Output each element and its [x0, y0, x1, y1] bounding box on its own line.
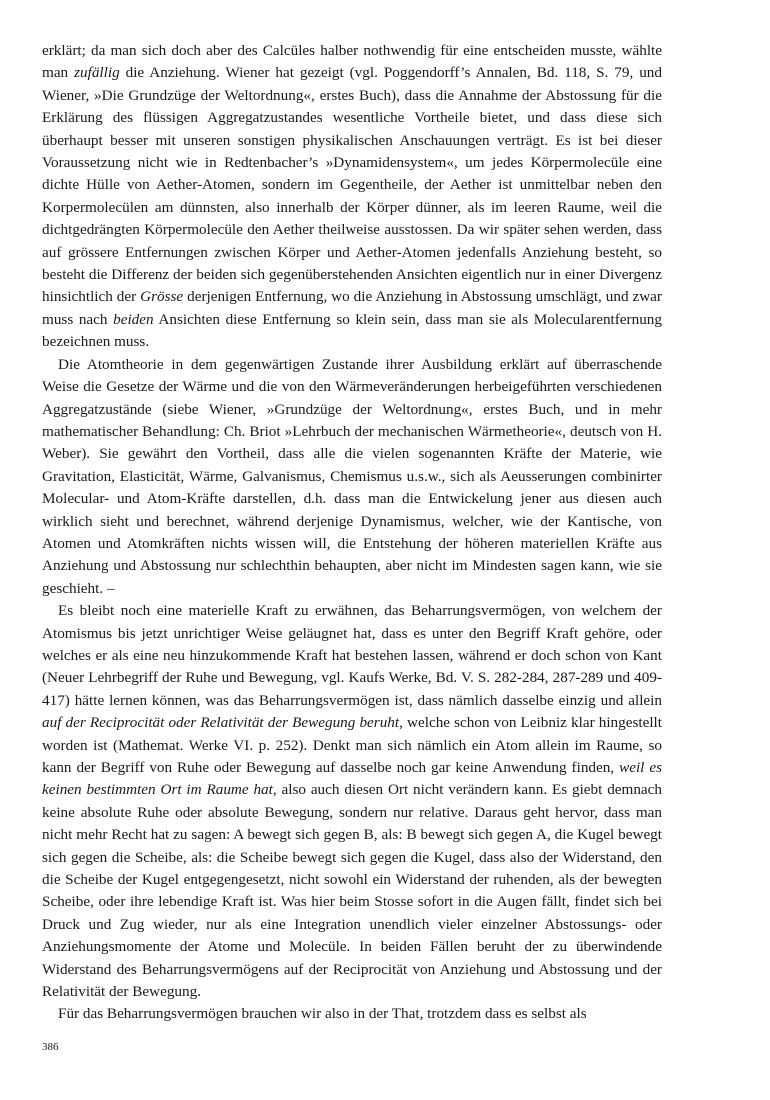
text-run: , also auch diesen Ort nicht verändern kann. Es giebt demnach keine absolute Ruhe oder absolute Bewegung, sondern nur relative. Daraus geht hervor, dass man nicht mehr Recht hat zu sagen: A bewegt sich gegen B, als: B bewegt sich gegen A, die Kugel bewegt sich gegen die Scheibe, als: die Scheibe bewegt sich gegen die Kugel, dass also der Widerstand, den die Scheibe der Kugel entgegengesetzt, nicht sowohl ein Widerstand der ruhenden, als der bewegten Scheibe, oder ihre lebendige Kraft ist. Was hier beim Stosse sofort in die Augen fällt, findet sich bei Druck und Zug wieder, nur als eine Integration unendlich vieler einzelner Abstossungs- oder Anziehungsmomente der Atome und Molecüle. In beiden Fällen beruht der zu überwindende Widerstand des Beharrungsvermögens auf der Reciprocität von Anziehung und Abstossung und der Relativität der Bewegung.: [42, 781, 663, 1001]
text-run: erklärt; da man sich doch aber des Calcüles halber nothwendig für eine entscheiden musste, wählte man: [42, 42, 662, 82]
italic-text: beiden: [113, 310, 154, 328]
text-run: , welche schon von Leibniz klar hingestellt worden ist (Mathemat. Werke VI. p. 252). Denkt man sich nämlich ein Atom allein im Raume, so kann der Begriff von Ruhe oder Bewegung auf dasselbe noch gar keine Anwendung finden,: [42, 714, 662, 776]
paragraph: [42, 40, 662, 354]
text-run: die Anziehung. Wiener hat gezeigt (vgl. Poggendorff’s Annalen, Bd. 118, S. 79, und Wiener, »Die Grundzüge der Weltordnung«, erstes Buch), dass die Annahme der Abstossung für die Erklärung des flüssigen Aggregatzustandes wesentliche Vortheile bietet, und dass diese sich überhaupt besser mit unseren sonstigen physikalischen Anschauungen verträgt. Es ist bei dieser Voraussetzung nicht wie in Redtenbacher’s »Dynamidensystem«, um jedes Körpermolecüle eine dichte Hülle von Aether-Atomen, sondern im Gegentheile, der Aether ist unmittelbar neben den Korpermolecülen am dünnsten, also innerhalb der Körper dünner, als im leeren Raume, weil die dichtgedrängten Körpermolecüle den Aether theilweise ausstossen. Da wir später sehen werden, dass auf grössere Entfernungen zwischen Körper und Aether-Atomen jedenfalls Anziehung besteht, so besteht die Differenz der beiden sich gegenüberstehenden Ansichten eigentlich nur in einer Divergenz hinsichtlich der: [42, 64, 662, 306]
page-number: 386: [42, 1041, 59, 1053]
paragraph: [42, 600, 662, 1003]
paragraph: [42, 354, 662, 600]
text-run: derjenigen Entfernung, wo die Anziehung in Abstossung umschlägt, und zwar muss nach: [42, 288, 662, 328]
italic-text: weil es keinen bestimmten Ort im Raume hat: [42, 759, 662, 799]
italic-text: zufällig: [74, 64, 120, 82]
paragraph: [42, 1003, 662, 1025]
text-run: Ansichten diese Entfernung so klein sein, dass man sie als Molecularentfernung bezeichnen muss.: [42, 310, 662, 351]
text-run: Die Atomtheorie in dem gegenwärtigen Zustande ihrer Ausbildung erklärt auf überraschende Weise die Gesetze der Wärme und die von den Wärmeveränderungen herbeigeführten verschiedenen Aggregatzustände (siebe Wiener, »Grundzüge der Weltordnung«, erstes Buch, und in mehr mathematischer Behandlung: Ch. Briot »Lehrbuch der mechanischen Wärmetheorie«, deutsch von H. Weber). Sie gewährt den Vortheil, dass alle die vielen sogenannten Kräfte der Materie, wie Gravitation, Elasticität, Wärme, Galvanismus, Chemismus u.s.w., sich als Aeusserungen combinirter Molecular- und Atom-Kräfte darstellen, d.h. dass man die Entwickelung jener aus diesen auch wirklich sieht und berechnet, während derjenige Dynamismus, welcher, wie der Kantische, von Atomen und Atomkräften nichts wissen will, die Entstehung der höheren materiellen Kräfte aus Anziehung und Abstossung nur schlechthin behaupten, aber nicht im Mindesten sagen kann, wie sie geschieht. –: [42, 355, 662, 597]
italic-text: auf der Reciprocität oder Relativität der Bewegung beruht: [42, 714, 400, 732]
text-run: Für das Beharrungsvermögen brauchen wir also in der That, trotzdem dass es selbst als: [58, 1005, 587, 1023]
text-run: Es bleibt noch eine materielle Kraft zu erwähnen, das Beharrungsvermögen, von welchem der Atomismus bis jetzt unrichtiger Weise geläugnet hat, dass es unter den Begriff Kraft gehöre, oder welches er als eine neu hinzukommende Kraft hat bestehen lassen, während er doch schon von Kant (Neuer Lehrbegriff der Ruhe und Bewegung, vgl. Kaufs Werke, Bd. V. S. 282-284, 287-289 und 409-417) hätte lernen können, was das Beharrungsvermögen ist, dass nämlich dasselbe einzig und allein: [42, 602, 662, 709]
page-body: [42, 40, 662, 1026]
italic-text: Grösse: [140, 288, 184, 306]
